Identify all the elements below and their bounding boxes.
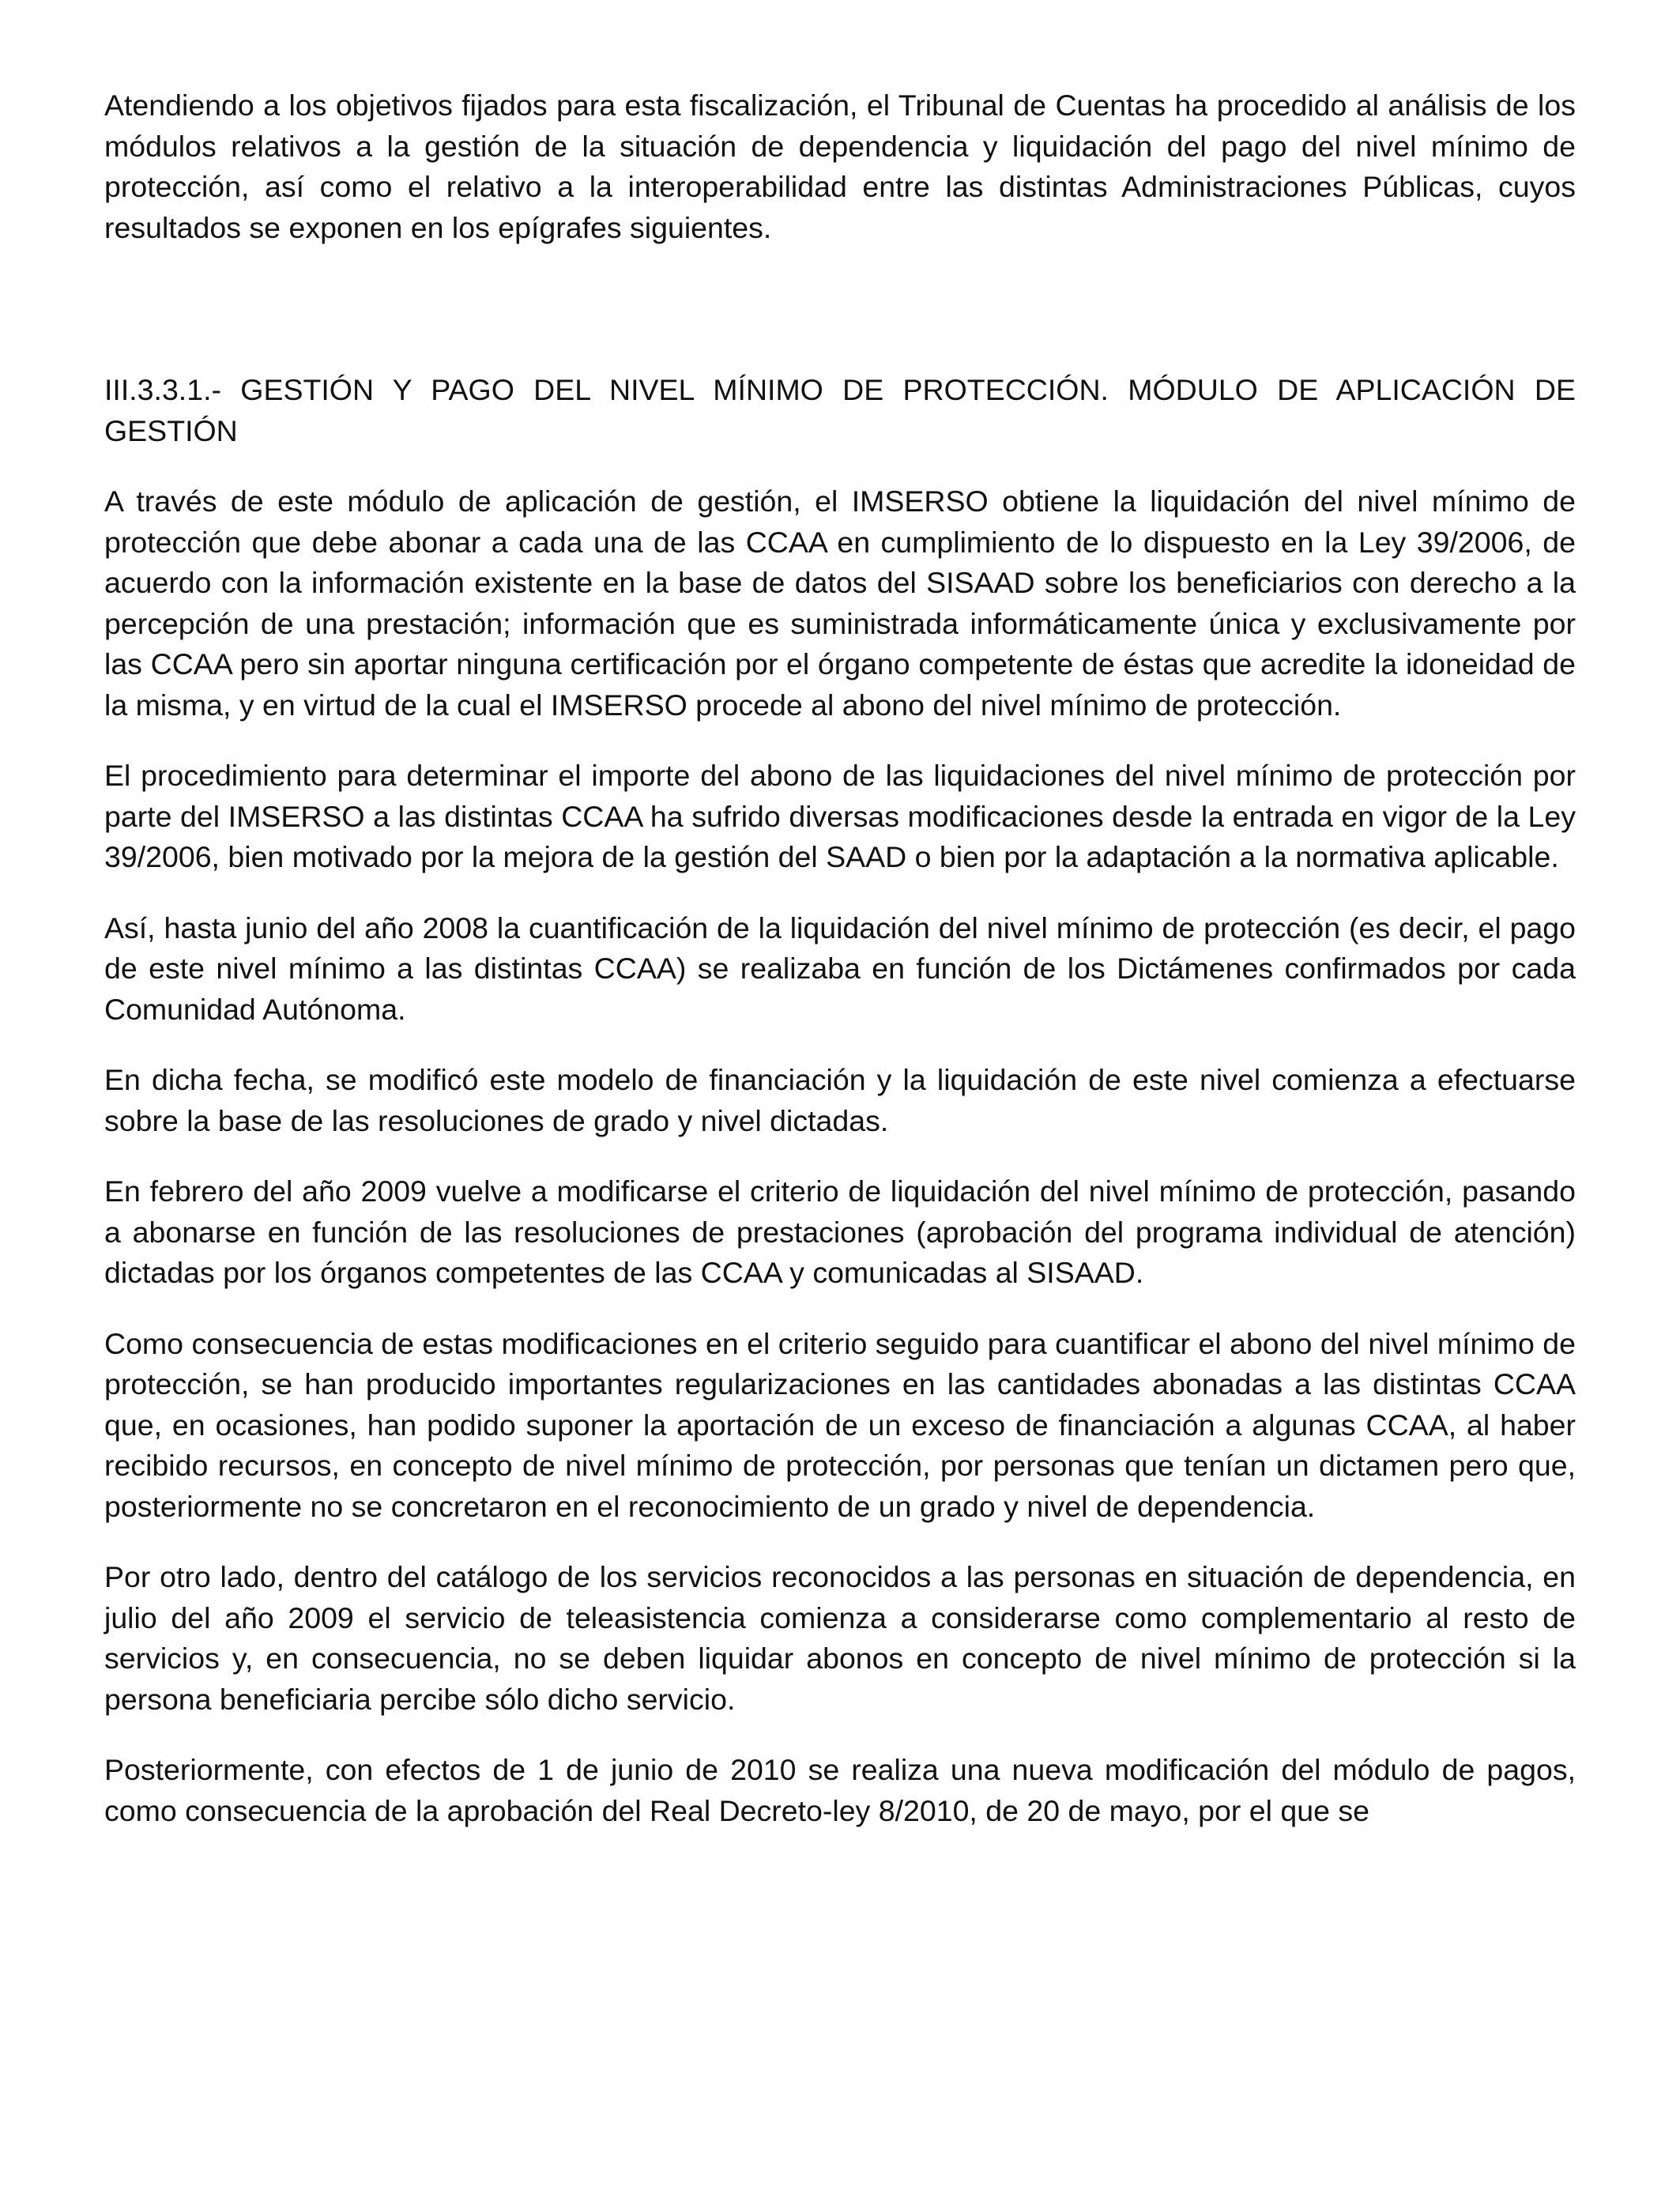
paragraph-teleassistance: Por otro lado, dentro del catálogo de los servicios reconocidos a las personas en situación de dependencia, en julio del año 2009 el servicio de teleasistencia comienza a considerarse como complementario al resto de servicios y, en consecuencia, no se deben liquidar abonos en concepto de nivel mínimo de protección si la persona beneficiaria percibe sólo dicho servicio. — [104, 1560, 1576, 1716]
paragraph-module-description: A través de este módulo de aplicación de gestión, el IMSERSO obtiene la liquidación del nivel mínimo de protección que debe abonar a cada una de las CCAA en cumplimiento de lo dispuesto en la Ley 39/2006, de acuerdo con la información existente en la base de datos del SISAAD sobre los beneficiarios con derecho a la percepción de una prestación; información que es suministrada informáticamente única y exclusivamente por las CCAA pero sin aportar ninguna certificación por el órgano competente de éstas que acredite la idoneidad de la misma, y en virtud de la cual el IMSERSO procede al abono del nivel mínimo de protección. — [104, 484, 1576, 722]
paragraph-february-2009: En febrero del año 2009 vuelve a modificarse el criterio de liquidación del nivel mínimo de protección, pasando a abonarse en función de las resoluciones de prestaciones (aprobación del programa individual de atención) dictadas por los órganos competentes de las CCAA y comunicadas al SISAAD. — [104, 1174, 1576, 1289]
intro-paragraph: Atendiendo a los objetivos fijados para esta fiscalización, el Tribunal de Cuentas ha procedido al análisis de los módulos relativos a la gestión de la situación de dependencia y liquidación del pago del nivel mínimo de protección, así como el relativo a la interoperabilidad entre las distintas Administraciones Públicas, cuyos resultados se exponen en los epígrafes siguientes. — [104, 89, 1576, 244]
paragraph-june-2008: Así, hasta junio del año 2008 la cuantificación de la liquidación del nivel mínimo de protección (es decir, el pago de este nivel mínimo a las distintas CCAA) se realizaba en función de los Dictámenes confirmados por cada Comunidad Autónoma. — [104, 910, 1576, 1026]
section-heading: III.3.3.1.- GESTIÓN Y PAGO DEL NIVEL MÍNIMO DE PROTECCIÓN. MÓDULO DE APLICACIÓN DE GESTIÓN — [104, 373, 1576, 447]
paragraph-regularizations: Como consecuencia de estas modificaciones en el criterio seguido para cuantificar el abono del nivel mínimo de protección, se han producido importantes regularizaciones en las cantidades abonadas a las distintas CCAA que, en ocasiones, han podido suponer la aportación de un exceso de financiación a algunas CCAA, al haber recibido recursos, en concepto de nivel mínimo de protección, por personas que tenían un dictamen pero que, posteriormente no se concretaron en el reconocimiento de un grado y nivel de dependencia. — [104, 1326, 1576, 1523]
paragraph-model-change: En dicha fecha, se modificó este modelo de financiación y la liquidación de este nivel comienza a efectuarse sobre la base de las resoluciones de grado y nivel dictadas. — [104, 1063, 1576, 1137]
paragraph-june-2010: Posteriormente, con efectos de 1 de junio de 2010 se realiza una nueva modificación del módulo de pagos, como consecuencia de la aprobación del Real Decreto-ley 8/2010, de 20 de mayo, por el que se — [104, 1753, 1576, 1827]
paragraph-procedure-changes: El procedimiento para determinar el importe del abono de las liquidaciones del nivel mínimo de protección por parte del IMSERSO a las distintas CCAA ha sufrido diversas modificaciones desde la entrada en vigor de la Ley 39/2006, bien motivado por la mejora de la gestión del SAAD o bien por la adaptación a la normativa aplicable. — [104, 759, 1576, 873]
document-body — [104, 85, 1576, 1861]
